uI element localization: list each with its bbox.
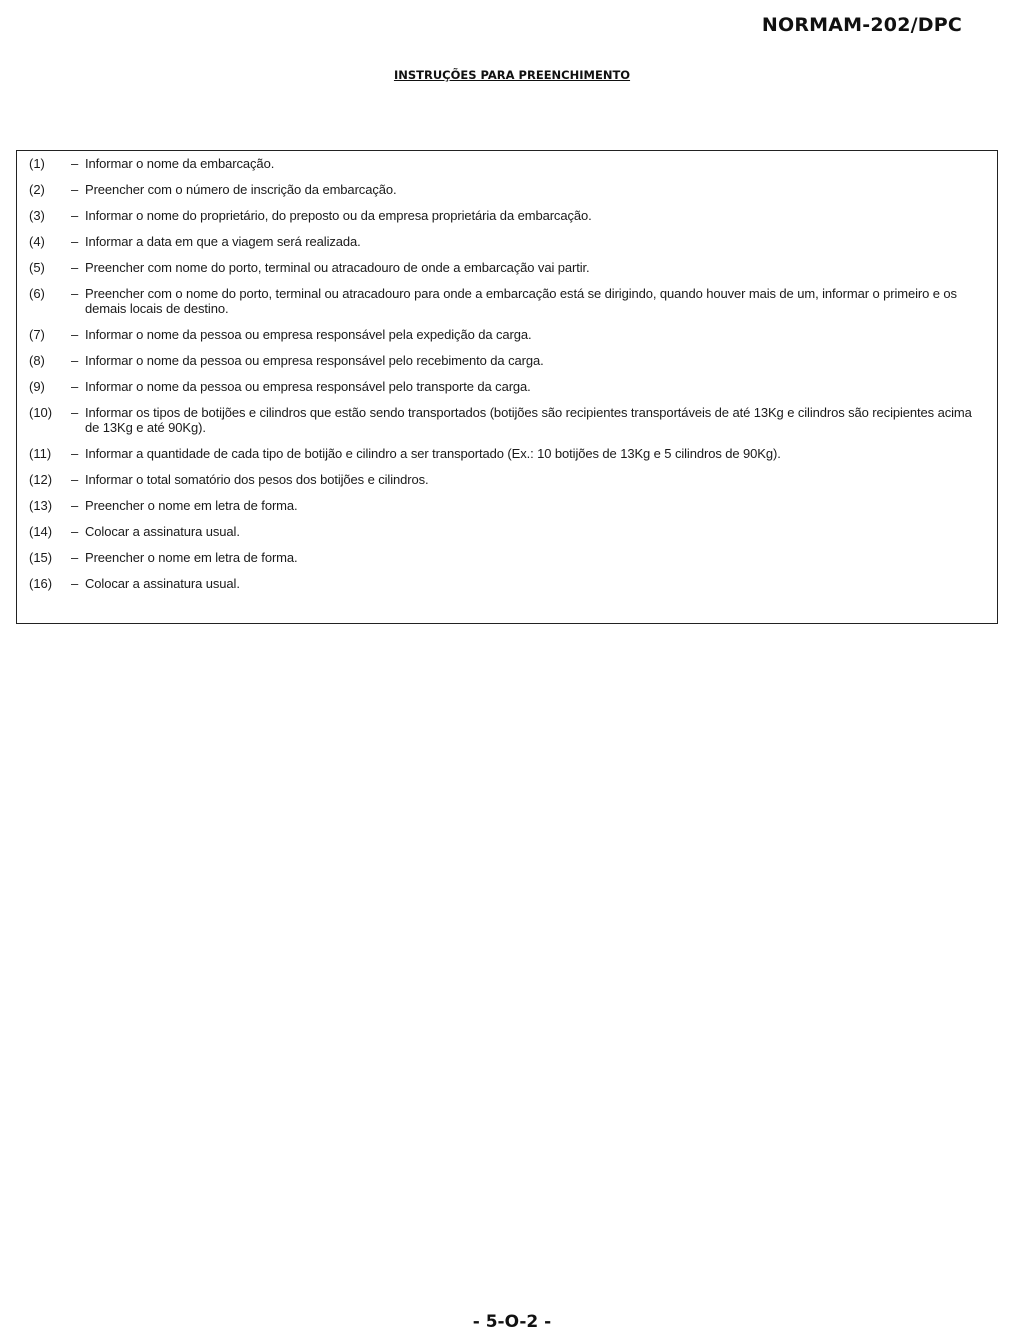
list-item xyxy=(17,472,997,487)
item-text: Informar o nome da embarcação. xyxy=(85,156,275,171)
item-text: Colocar a assinatura usual. xyxy=(85,576,240,591)
item-number: (4) xyxy=(29,234,45,249)
item-number: (1) xyxy=(29,156,45,171)
item-text: Informar os tipos de botijões e cilindros que estão sendo transportados (botijões são recipientes transportáveis de até 13Kg e cilindros são recipientes acima de 13Kg e até 90Kg). xyxy=(85,405,972,435)
item-number: (2) xyxy=(29,182,45,197)
item-text: Informar o nome da pessoa ou empresa responsável pelo recebimento da carga. xyxy=(85,353,544,368)
item-text: Informar a quantidade de cada tipo de botijão e cilindro a ser transportado (Ex.: 10 botijões de 13Kg e 5 cilindros de 90Kg). xyxy=(85,446,781,461)
item-text: Informar o total somatório dos pesos dos botijões e cilindros. xyxy=(85,472,429,487)
item-text: Colocar a assinatura usual. xyxy=(85,524,240,539)
item-number: (7) xyxy=(29,327,45,342)
item-text: Preencher o nome em letra de forma. xyxy=(85,550,298,565)
item-dash: – xyxy=(71,524,79,539)
list-item xyxy=(17,182,997,197)
item-number: (12) xyxy=(29,472,53,487)
item-dash: – xyxy=(71,234,79,249)
item-number: (6) xyxy=(29,286,45,301)
item-dash: – xyxy=(71,182,79,197)
list-item xyxy=(17,353,997,368)
list-item xyxy=(17,405,997,435)
item-number: (11) xyxy=(29,446,52,461)
list-item xyxy=(17,286,997,316)
instructions-box xyxy=(16,150,998,624)
item-number: (15) xyxy=(29,550,53,565)
page-title: INSTRUÇÕES PARA PREENCHIMENTO xyxy=(393,68,631,82)
item-dash: – xyxy=(71,286,79,301)
item-dash: – xyxy=(71,405,79,420)
item-text: Preencher o nome em letra de forma. xyxy=(85,498,298,513)
item-dash: – xyxy=(71,260,79,275)
list-item xyxy=(17,234,997,249)
item-number: (5) xyxy=(29,260,45,275)
list-item xyxy=(17,550,997,565)
item-dash: – xyxy=(71,379,79,394)
list-item xyxy=(17,379,997,394)
item-dash: – xyxy=(71,472,79,487)
item-dash: – xyxy=(71,446,79,461)
item-text: Informar o nome do proprietário, do preposto ou da empresa proprietária da embarcação. xyxy=(85,208,592,223)
item-number: (13) xyxy=(29,498,53,513)
list-item xyxy=(17,208,997,223)
item-number: (3) xyxy=(29,208,45,223)
list-item xyxy=(17,260,997,275)
list-item xyxy=(17,446,997,461)
item-dash: – xyxy=(71,550,79,565)
list-item xyxy=(17,156,997,171)
item-dash: – xyxy=(71,353,79,368)
item-number: (9) xyxy=(29,379,45,394)
page-number: - 5-O-2 - xyxy=(472,1312,552,1332)
item-dash: – xyxy=(71,208,79,223)
document-code: NORMAM-202/DPC xyxy=(761,14,962,36)
list-item xyxy=(17,327,997,342)
item-dash: – xyxy=(71,576,79,591)
item-number: (14) xyxy=(29,524,53,539)
item-dash: – xyxy=(71,156,79,171)
item-number: (8) xyxy=(29,353,45,368)
list-item xyxy=(17,524,997,539)
item-number: (16) xyxy=(29,576,53,591)
instructions-list xyxy=(17,151,997,591)
item-text: Preencher com o nome do porto, terminal ou atracadouro para onde a embarcação está se dirigindo, quando houver mais de um, informar o primeiro e os demais locais de destino. xyxy=(85,286,957,316)
item-dash: – xyxy=(71,327,79,342)
item-text: Preencher com nome do porto, terminal ou atracadouro de onde a embarcação vai partir. xyxy=(85,260,590,275)
item-dash: – xyxy=(71,498,79,513)
item-text: Informar a data em que a viagem será realizada. xyxy=(85,234,361,249)
list-item xyxy=(17,498,997,513)
item-text: Informar o nome da pessoa ou empresa responsável pela expedição da carga. xyxy=(85,327,532,342)
item-text: Informar o nome da pessoa ou empresa responsável pelo transporte da carga. xyxy=(85,379,531,394)
item-number: (10) xyxy=(29,405,53,420)
item-text: Preencher com o número de inscrição da embarcação. xyxy=(85,182,397,197)
list-item xyxy=(17,576,997,591)
